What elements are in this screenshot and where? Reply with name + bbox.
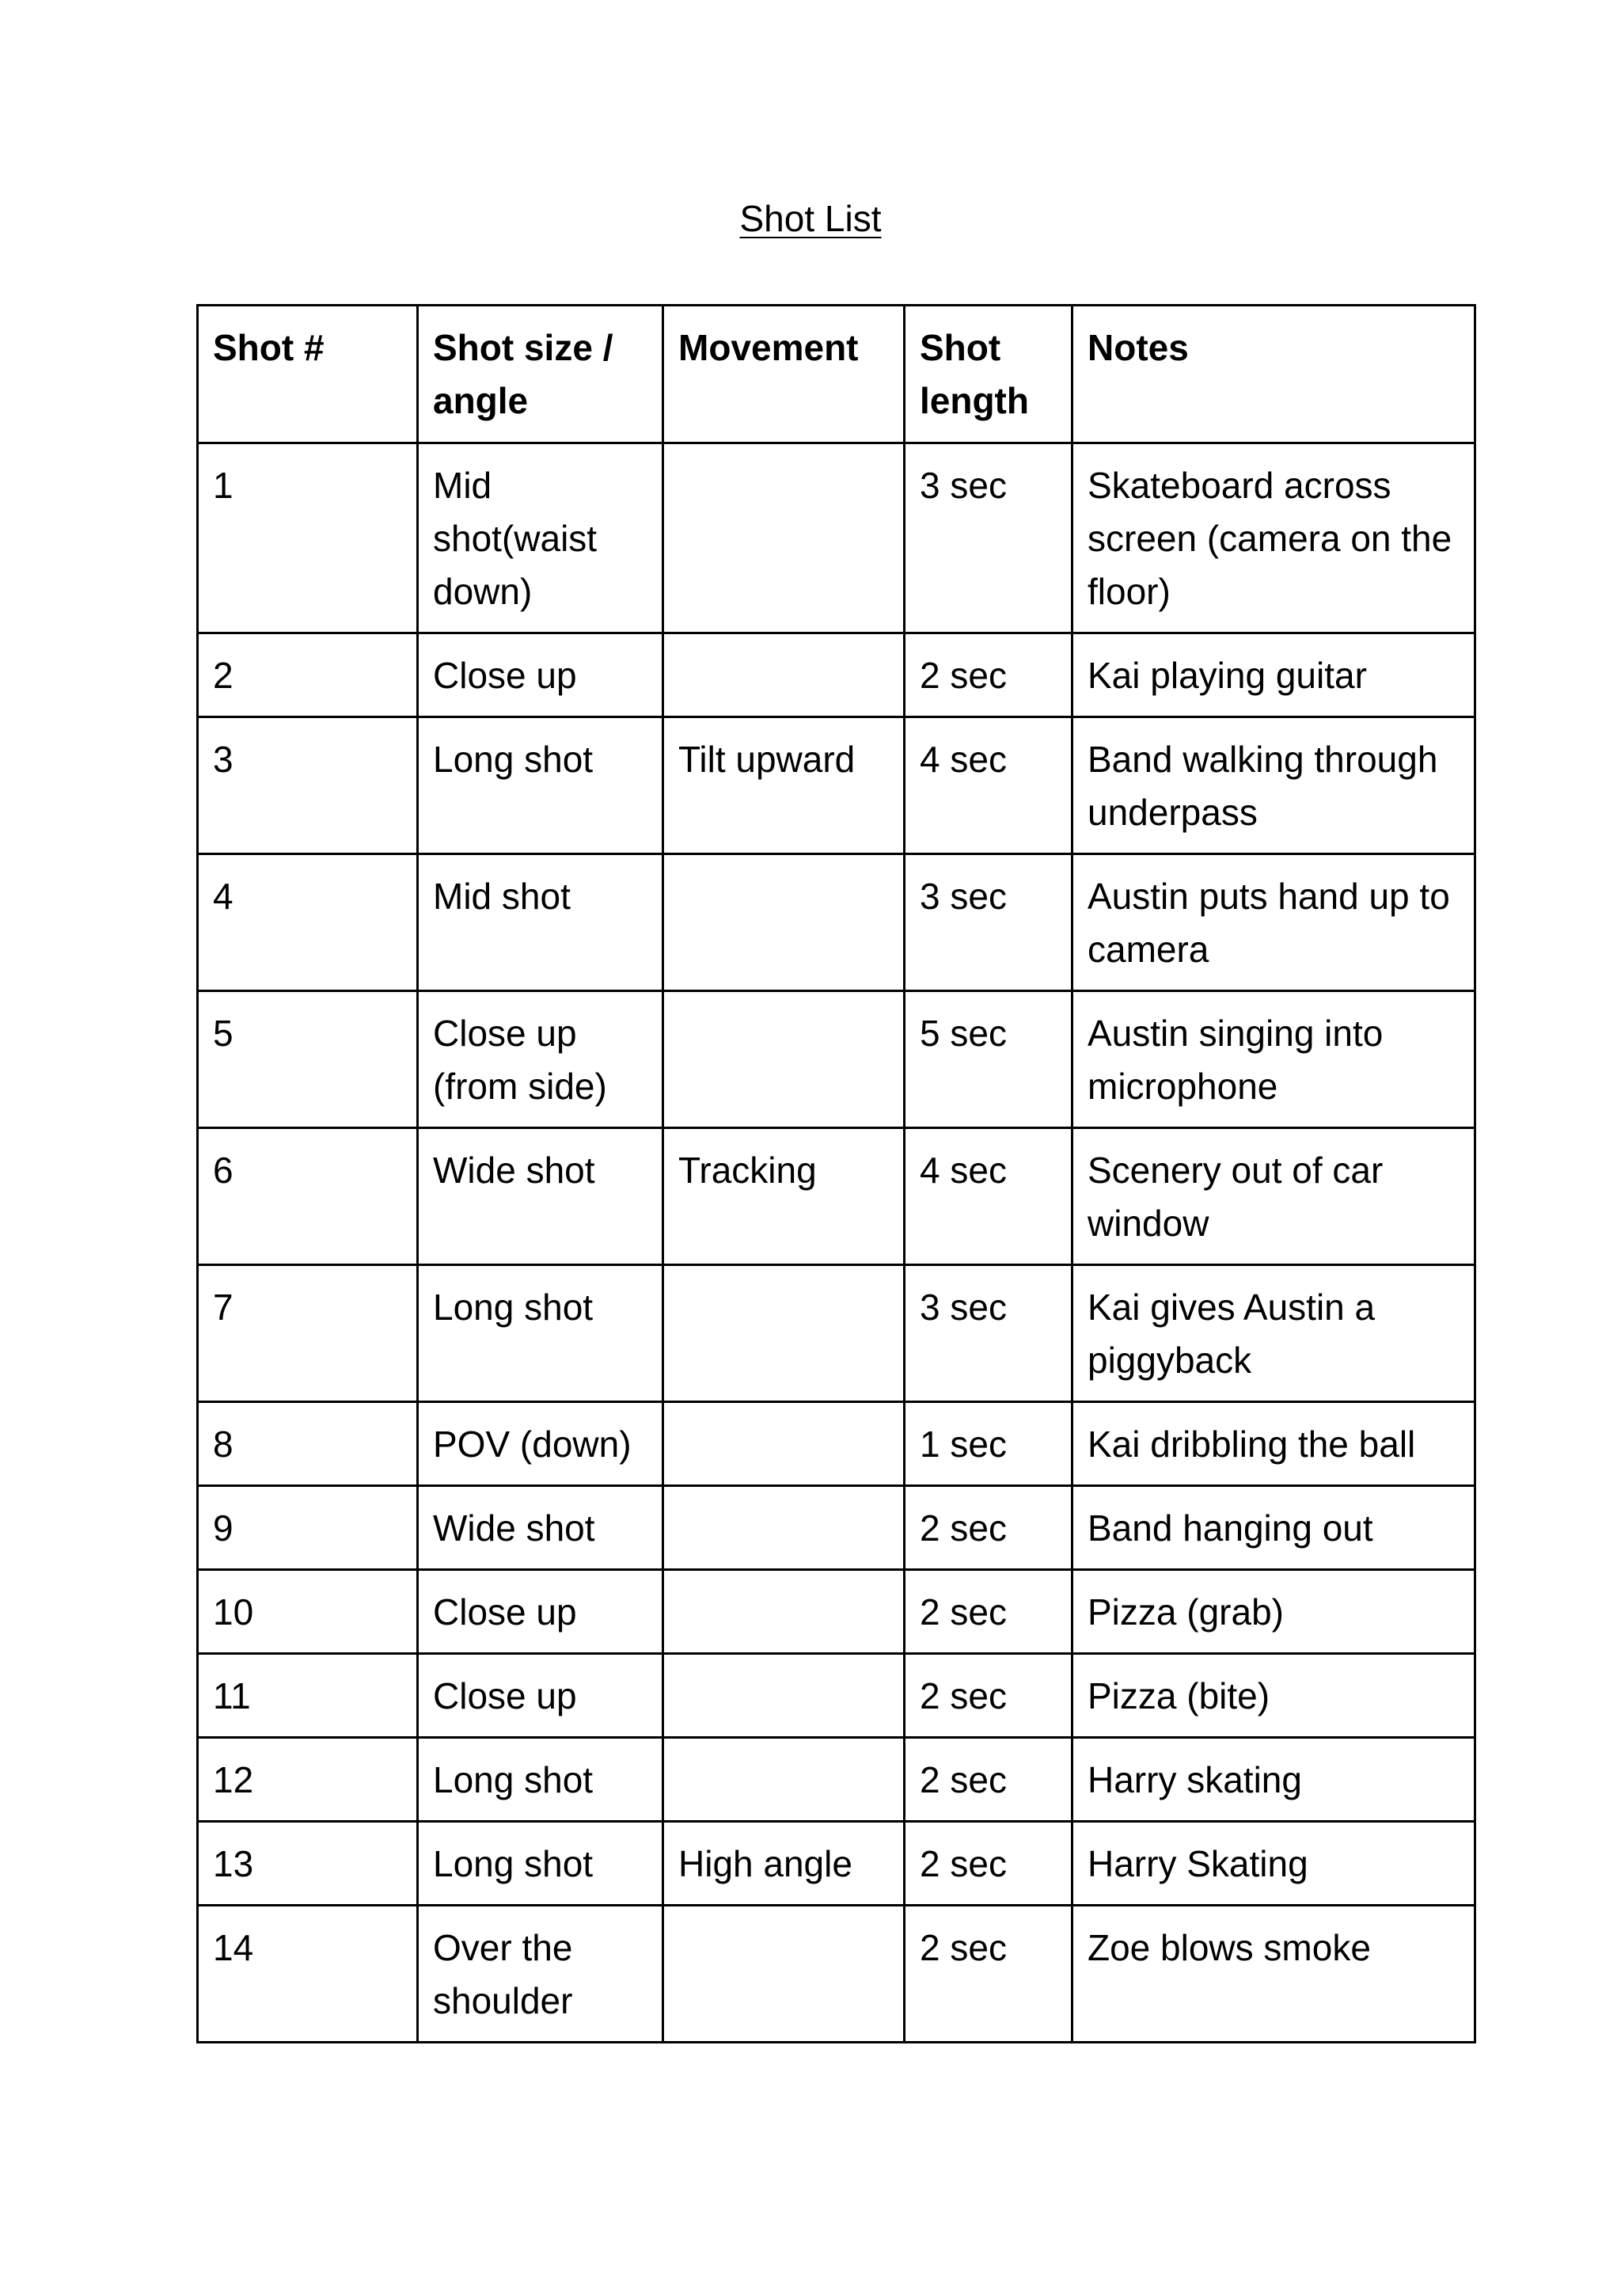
cell-shot-number: 12 bbox=[198, 1738, 418, 1822]
cell-shot-length: 4 sec bbox=[905, 717, 1072, 854]
cell-notes: Band walking through underpass bbox=[1072, 717, 1475, 854]
cell-notes: Zoe blows smoke bbox=[1072, 1906, 1475, 2043]
table-row bbox=[198, 1570, 1475, 1654]
cell-shot-length: 2 sec bbox=[905, 1738, 1072, 1822]
cell-shot-size: POV (down) bbox=[418, 1402, 663, 1486]
cell-notes: Skateboard across screen (camera on the floor) bbox=[1072, 443, 1475, 633]
cell-shot-number: 1 bbox=[198, 443, 418, 633]
cell-shot-size: Mid shot bbox=[418, 854, 663, 991]
cell-shot-number: 6 bbox=[198, 1128, 418, 1265]
table-row bbox=[198, 1265, 1475, 1402]
cell-shot-number: 4 bbox=[198, 854, 418, 991]
cell-notes: Kai playing guitar bbox=[1072, 633, 1475, 717]
cell-shot-length: 2 sec bbox=[905, 633, 1072, 717]
cell-shot-number: 14 bbox=[198, 1906, 418, 2043]
table-row bbox=[198, 1822, 1475, 1906]
cell-shot-length: 3 sec bbox=[905, 443, 1072, 633]
header-movement: Movement bbox=[663, 306, 905, 443]
cell-movement bbox=[663, 1486, 905, 1570]
cell-movement: High angle bbox=[663, 1822, 905, 1906]
cell-shot-size: Close up bbox=[418, 633, 663, 717]
table-row bbox=[198, 1738, 1475, 1822]
cell-shot-size: Wide shot bbox=[418, 1128, 663, 1265]
table-row bbox=[198, 1128, 1475, 1265]
header-shot-number: Shot # bbox=[198, 306, 418, 443]
cell-movement bbox=[663, 443, 905, 633]
cell-movement bbox=[663, 1906, 905, 2043]
cell-notes: Harry skating bbox=[1072, 1738, 1475, 1822]
cell-shot-size: Long shot bbox=[418, 1738, 663, 1822]
cell-movement: Tracking bbox=[663, 1128, 905, 1265]
cell-notes: Pizza (bite) bbox=[1072, 1654, 1475, 1738]
cell-notes: Harry Skating bbox=[1072, 1822, 1475, 1906]
cell-movement bbox=[663, 854, 905, 991]
cell-shot-length: 4 sec bbox=[905, 1128, 1072, 1265]
cell-shot-length: 2 sec bbox=[905, 1570, 1072, 1654]
cell-movement bbox=[663, 1265, 905, 1402]
cell-shot-length: 2 sec bbox=[905, 1822, 1072, 1906]
cell-shot-size: Wide shot bbox=[418, 1486, 663, 1570]
cell-shot-size: Close up bbox=[418, 1570, 663, 1654]
document-title: Shot List bbox=[739, 198, 882, 239]
table-row bbox=[198, 443, 1475, 633]
table-row bbox=[198, 1402, 1475, 1486]
cell-shot-length: 2 sec bbox=[905, 1654, 1072, 1738]
cell-movement bbox=[663, 1402, 905, 1486]
header-shot-length: Shot length bbox=[905, 306, 1072, 443]
shot-list-table bbox=[196, 304, 1476, 2043]
cell-shot-length: 3 sec bbox=[905, 854, 1072, 991]
cell-shot-length: 2 sec bbox=[905, 1906, 1072, 2043]
cell-shot-length: 3 sec bbox=[905, 1265, 1072, 1402]
table-row bbox=[198, 633, 1475, 717]
cell-notes: Scenery out of car window bbox=[1072, 1128, 1475, 1265]
cell-notes: Pizza (grab) bbox=[1072, 1570, 1475, 1654]
cell-shot-size: Mid shot(waist down) bbox=[418, 443, 663, 633]
cell-shot-size: Over the shoulder bbox=[418, 1906, 663, 2043]
cell-movement bbox=[663, 991, 905, 1128]
cell-movement bbox=[663, 633, 905, 717]
cell-shot-number: 11 bbox=[198, 1654, 418, 1738]
table-row bbox=[198, 1486, 1475, 1570]
table-row bbox=[198, 991, 1475, 1128]
table-row bbox=[198, 1654, 1475, 1738]
cell-shot-number: 7 bbox=[198, 1265, 418, 1402]
table-row bbox=[198, 717, 1475, 854]
cell-shot-number: 5 bbox=[198, 991, 418, 1128]
cell-shot-number: 3 bbox=[198, 717, 418, 854]
cell-shot-size: Long shot bbox=[418, 717, 663, 854]
table-row bbox=[198, 1906, 1475, 2043]
cell-shot-size: Close up (from side) bbox=[418, 991, 663, 1128]
cell-shot-number: 8 bbox=[198, 1402, 418, 1486]
cell-notes: Austin singing into microphone bbox=[1072, 991, 1475, 1128]
header-notes: Notes bbox=[1072, 306, 1475, 443]
cell-shot-size: Long shot bbox=[418, 1265, 663, 1402]
header-shot-size-angle: Shot size / angle bbox=[418, 306, 663, 443]
cell-shot-number: 2 bbox=[198, 633, 418, 717]
cell-notes: Kai dribbling the ball bbox=[1072, 1402, 1475, 1486]
cell-shot-number: 10 bbox=[198, 1570, 418, 1654]
cell-movement bbox=[663, 1738, 905, 1822]
cell-movement bbox=[663, 1654, 905, 1738]
cell-movement: Tilt upward bbox=[663, 717, 905, 854]
cell-shot-size: Close up bbox=[418, 1654, 663, 1738]
cell-notes: Austin puts hand up to camera bbox=[1072, 854, 1475, 991]
cell-movement bbox=[663, 1570, 905, 1654]
cell-shot-length: 2 sec bbox=[905, 1486, 1072, 1570]
header-row bbox=[198, 306, 1475, 443]
cell-shot-number: 9 bbox=[198, 1486, 418, 1570]
cell-notes: Kai gives Austin a piggyback bbox=[1072, 1265, 1475, 1402]
cell-notes: Band hanging out bbox=[1072, 1486, 1475, 1570]
cell-shot-length: 1 sec bbox=[905, 1402, 1072, 1486]
table-row bbox=[198, 854, 1475, 991]
cell-shot-size: Long shot bbox=[418, 1822, 663, 1906]
cell-shot-length: 5 sec bbox=[905, 991, 1072, 1128]
cell-shot-number: 13 bbox=[198, 1822, 418, 1906]
